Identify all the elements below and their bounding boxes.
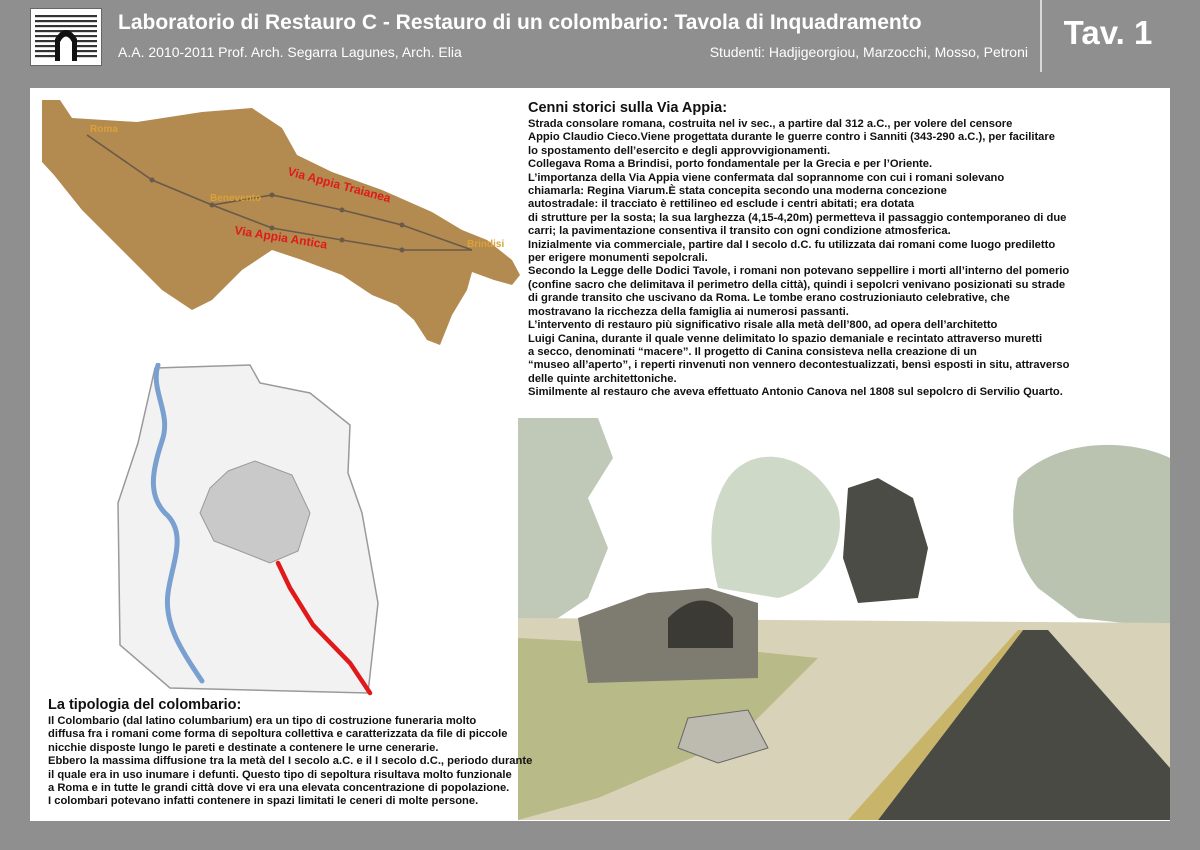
rome-map [110,363,390,698]
cenni-line: Strada consolare romana, costruita nel iv sec., a partire dal 312 a.C., per volere del censore [528,118,1013,130]
cenni-line: Similmente al restauro che aveva effettuato Antonio Canova nel 1808 sul sepolcro di Servilio Quarto. [528,386,1063,399]
board-panel [30,88,1170,821]
tipologia-line: a Roma e in tutte le grandi città dove vi era una elevata concentrazione di popolazione. [48,782,510,795]
cenni-storici-section [528,100,1069,400]
cenni-line: lo spostamento dell’esercito e degli approvvigionamenti. [528,144,831,157]
cenni-line: carri; la pavimentazione consentiva il transito con ogni condizione atmosferica. [528,225,951,238]
cenni-line: a secco, denominati “macere”. Il progetto di Canina consisteva nella creazione di un [528,345,977,358]
italy-land [42,100,520,345]
tipologia-line: I colombari potevano infatti contenere in spazi limitati le ceneri di molte persone. [48,795,479,808]
cenni-heading: Cenni storici sulla Via Appia: [528,100,728,116]
cenni-line: di grande transito che uscivano da Roma. Le tombe erano costruzioniauto celebrative, che [528,292,1010,305]
cenni-line: per erigere monumenti sepolcrali. [528,252,708,265]
page-title: Laboratorio di Restauro C - Restauro di un colombario: Tavola di Inquadramento [118,11,922,34]
cenni-line: mostravano la ricchezza della famiglia ai numerosi passanti. [528,305,849,318]
cenni-line: autostradale: il tracciato è rettilineo ed esclude i centri abitati; era dotata [528,198,915,211]
cenni-line: (confine sacro che delimitava il perimetro della città), quindi i sepolcri venivano posizionati su strade [528,278,1066,291]
label-via-appia-antica: Via Appia Antica [233,223,329,252]
cenni-line: L’intervento di restauro più significativo risale alla metà dell’800, ad opera dell’architetto [528,319,998,332]
logo-emblem-icon [31,9,101,65]
tipologia-line: Il Colombario (dal latino columbarium) era un tipo di costruzione funeraria molto [48,715,477,727]
students-info: Studenti: Hadjigeorgiou, Marzocchi, Mosso, Petroni [709,44,1028,60]
cenni-line: “museo all’aperto”, i reperti rinvenuti non vennero decontestualizzati, bensì esposti in situ, attraverso [528,359,1070,372]
cenni-line: L’importanza della Via Appia viene confermata dal soprannome con cui i romani solevano [528,171,1005,184]
course-info: A.A. 2010-2011 Prof. Arch. Segarra Lagunes, Arch. Elia [118,44,462,60]
table-number: Tav. 1 [1063,14,1153,51]
tipologia-line: diffusa fra i romani come forma di sepoltura collettiva e caratterizzata da file di piccole [48,728,508,741]
label-benevento: Benevento [210,193,262,204]
tipologia-line: il quale era in uso inumare i defunti. Questo tipo di sepoltura risultava molto funzionale [48,768,512,781]
tipologia-line: nicchie disposte lungo le pareti e destinate a contenere le urne cenerarie. [48,741,439,754]
via-appia-sketch [518,418,1170,820]
tipologia-line: Ebbero la massima diffusione tra la metà del I secolo a.C. e il I secolo d.C., periodo durante [48,755,533,768]
label-via-appia-traianea: Via Appia Traianea [286,164,393,206]
tipologia-heading: La tipologia del colombario: [48,697,242,713]
header [0,0,1200,72]
cenni-line: Secondo la Legge delle Dodici Tavole, i romani non potevano seppellire i morti all’interno del pomerio [528,265,1070,278]
cenni-line: Appio Claudio Cieco.Viene progettata durante le guerre contro i Sanniti (343-290 a.C.), per facilitare [528,131,1055,144]
tipologia-section [48,697,532,809]
label-roma: Roma [90,124,118,135]
cenni-line: Collegava Roma a Brindisi, porto fondamentale per la Grecia e per l’Oriente. [528,158,933,171]
cenni-line: Inizialmente via commerciale, partire dal I secolo d.C. fu utilizzata dai romani come luogo prediletto [528,238,1056,251]
label-brindisi: Brindisi [467,239,505,250]
cenni-line: di strutture per la sosta; la sua larghezza (4,15-4,20m) permetteva il passaggio contemporaneo di due [528,211,1067,224]
header-divider [1040,0,1042,72]
cenni-line: Luigi Canina, durante il quale venne delimitato lo spazio demaniale e recintato attraverso muretti [528,332,1043,345]
cenni-line: delle quinte architettoniche. [528,372,677,385]
cenni-line: chiamarla: Regina Viarum.È stata concepita secondo una moderna concezione [528,185,947,198]
logo [30,8,102,66]
italy-route-map [42,100,522,350]
